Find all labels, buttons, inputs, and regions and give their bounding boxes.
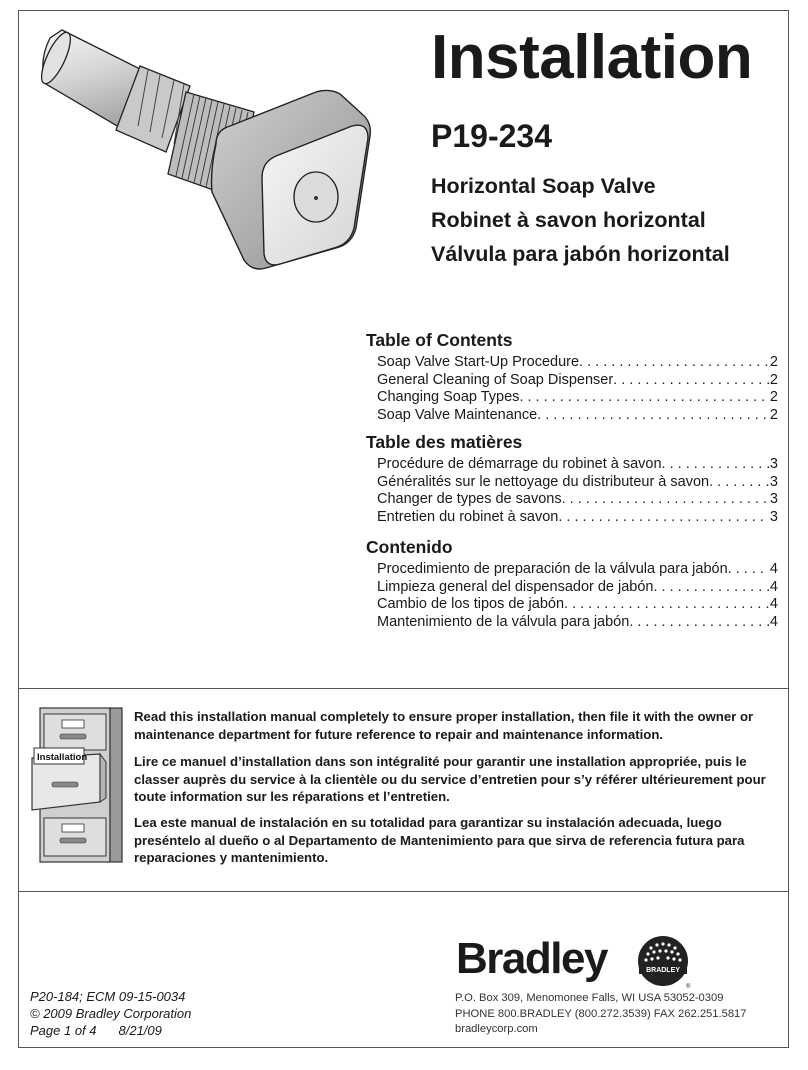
bradley-globe-logo bbox=[636, 934, 692, 990]
toc-item[interactable] bbox=[366, 407, 778, 425]
toc-heading: Table of Contents bbox=[366, 330, 513, 350]
toc-item[interactable] bbox=[366, 474, 778, 492]
toc-item-label: Changer de types de savons bbox=[377, 491, 562, 507]
company-phone: PHONE 800.BRADLEY (800.272.3539) FAX 262.251.5817 bbox=[455, 1007, 747, 1020]
company-website[interactable]: bradleycorp.com bbox=[455, 1023, 538, 1035]
leader-dots bbox=[579, 354, 769, 372]
toc-item-page: 3 bbox=[769, 473, 778, 490]
toc-item[interactable] bbox=[366, 509, 778, 527]
toc-heading: Table des matières bbox=[366, 432, 523, 452]
toc-item-page: 2 bbox=[769, 389, 778, 405]
notice-spanish: Lea este manual de instalación en su totalidad para garantizar su instalación adecuada, luego preséntelo al dueño o al Departamento de Mantenimiento para que sirva de referencia futura para reparaciones y mantenimiento. bbox=[134, 815, 745, 865]
soap-valve-illustration bbox=[40, 22, 380, 274]
toc-french bbox=[366, 432, 778, 526]
toc-item-label: General Cleaning of Soap Dispenser bbox=[377, 371, 614, 388]
toc-item-page: 2 bbox=[769, 354, 778, 370]
leader-dots bbox=[519, 389, 768, 407]
toc-item-page: 4 bbox=[769, 613, 778, 630]
leader-dots bbox=[537, 407, 769, 425]
toc-item-label: Procédure de démarrage du robinet à savon bbox=[377, 456, 662, 472]
page-date-line bbox=[30, 1022, 191, 1039]
toc-item-label: Soap Valve Maintenance bbox=[377, 406, 538, 423]
toc-item-page: 4 bbox=[769, 561, 778, 577]
toc-item-label: Limpieza general del dispensador de jabón bbox=[377, 578, 654, 595]
leader-dots bbox=[562, 491, 769, 509]
toc-item[interactable] bbox=[366, 579, 778, 597]
toc-item-label: Généralités sur le nettoyage du distributeur à savon bbox=[377, 473, 710, 490]
toc-item-label: Cambio de los tipos de jabón bbox=[377, 596, 565, 612]
page-title: Installation bbox=[431, 23, 753, 92]
toc-item-page: 4 bbox=[769, 578, 778, 595]
toc-item[interactable] bbox=[366, 596, 778, 614]
toc-item[interactable] bbox=[366, 491, 778, 509]
toc-item-page: 2 bbox=[769, 371, 778, 388]
leader-dots bbox=[613, 372, 769, 390]
leader-dots bbox=[709, 474, 769, 492]
toc-item-label: Changing Soap Types bbox=[377, 389, 520, 405]
doc-date: 8/21/09 bbox=[118, 1023, 162, 1038]
subtitle-french: Robinet à savon horizontal bbox=[431, 208, 706, 232]
footer-doc-info bbox=[30, 988, 191, 1039]
model-number: P19-234 bbox=[431, 118, 552, 154]
leader-dots bbox=[629, 614, 769, 632]
subtitle-english: Horizontal Soap Valve bbox=[431, 174, 656, 198]
toc-item-page: 3 bbox=[769, 508, 778, 525]
file-cabinet-icon bbox=[30, 706, 126, 866]
toc-item-page: 4 bbox=[769, 596, 778, 612]
toc-spanish bbox=[366, 537, 778, 631]
brand-logo bbox=[456, 934, 607, 984]
brand-wordmark: Bradley bbox=[456, 934, 607, 983]
doc-id: P20-184; ECM 09-15-0034 bbox=[30, 989, 186, 1004]
toc-english bbox=[366, 330, 778, 424]
leader-dots bbox=[662, 456, 769, 474]
subtitle-spanish: Válvula para jabón horizontal bbox=[431, 242, 730, 266]
toc-item[interactable] bbox=[366, 561, 778, 579]
toc-item[interactable] bbox=[366, 354, 778, 372]
toc-item[interactable] bbox=[366, 614, 778, 632]
leader-dots bbox=[654, 579, 769, 597]
toc-item[interactable] bbox=[366, 456, 778, 474]
leader-dots bbox=[558, 509, 769, 527]
leader-dots bbox=[728, 561, 769, 579]
toc-heading: Contenido bbox=[366, 537, 453, 557]
toc-item[interactable] bbox=[366, 372, 778, 390]
leader-dots bbox=[564, 596, 769, 614]
cabinet-label-text: Installation bbox=[37, 752, 88, 763]
company-address: P.O. Box 309, Menomonee Falls, WI USA 53052-0309 bbox=[455, 992, 724, 1004]
toc-item-label: Mantenimiento de la válvula para jabón bbox=[377, 613, 630, 630]
footer-contact bbox=[455, 991, 746, 1038]
toc-item[interactable] bbox=[366, 389, 778, 407]
toc-item-page: 3 bbox=[769, 456, 778, 472]
toc-item-label: Soap Valve Start-Up Procedure bbox=[377, 354, 580, 370]
copyright: © 2009 Bradley Corporation bbox=[30, 1006, 192, 1021]
notice-french: Lire ce manuel d’installation dans son intégralité pour garantir une installation appropriée, puis le classer auprès du service à la clientèle ou du service d’entretien pour s’y référer ultérieurement pour toute information sur les réparations et l’entretien. bbox=[134, 754, 766, 804]
toc-item-label: Entretien du robinet à savon bbox=[377, 508, 559, 525]
notice-english: Read this installation manual completely to ensure proper installation, then file it with the owner or maintenance department for future reference to repair and maintenance information. bbox=[134, 709, 754, 742]
toc-item-label: Procedimiento de preparación de la válvula para jabón bbox=[377, 561, 728, 577]
toc-item-page: 3 bbox=[769, 491, 778, 507]
toc-item-page: 2 bbox=[769, 406, 778, 423]
brand-badge-text: BRADLEY bbox=[646, 967, 680, 974]
page-number: Page 1 of 4 bbox=[30, 1023, 97, 1038]
registered-mark: ® bbox=[686, 984, 691, 990]
